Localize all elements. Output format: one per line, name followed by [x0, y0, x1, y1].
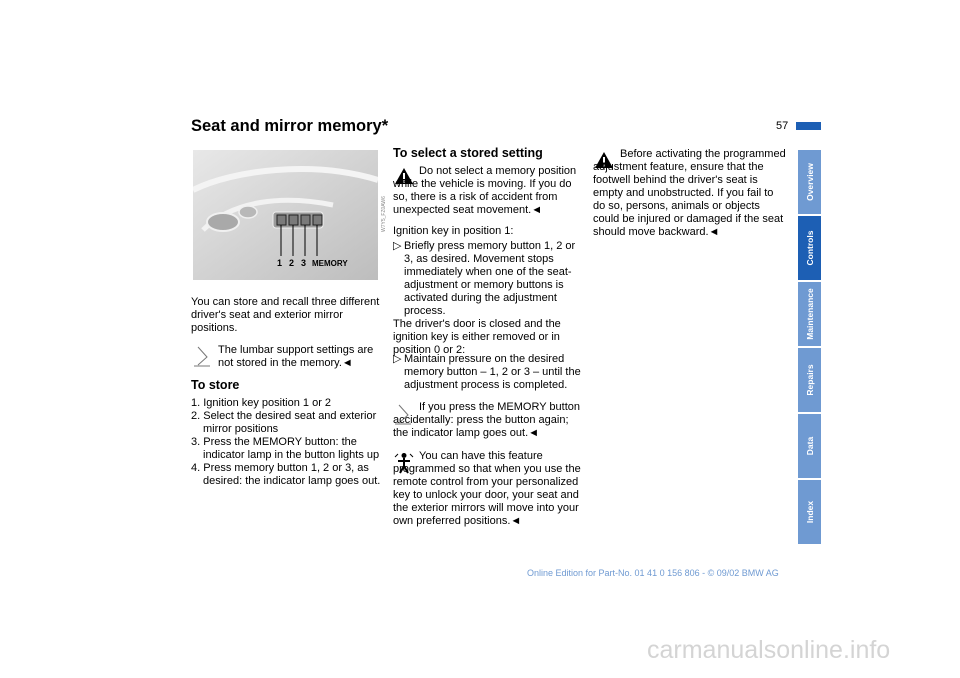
footer-edition: Online Edition for Part-No. 01 41 0 156 806 - © 09/02 BMW AG	[527, 568, 779, 578]
moving-warning: Do not select a memory position while the vehicle is moving. If you do so, there is a risk of accident from unexpected seat movement.◄	[393, 165, 577, 216]
heading-select-setting: To select a stored setting	[393, 146, 543, 160]
select-step-hold: Maintain pressure on the desired memory button – 1, 2 or 3 – until the adjustment process is completed.	[404, 353, 581, 391]
tab-controls[interactable]: Controls	[798, 216, 821, 280]
tab-maintenance[interactable]: Maintenance	[798, 282, 821, 346]
seat-memory-figure	[193, 150, 378, 280]
store-step-4: 4. Press memory button 1, 2 or 3, as desired: the indicator lamp goes out.	[191, 462, 381, 487]
intro-text: You can store and recall three different driver's seat and exterior mirror positions.	[191, 296, 380, 334]
figure-label-1: 1	[277, 258, 283, 268]
page-number: 57	[776, 120, 789, 132]
select-step-brief: Briefly press memory button 1, 2 or 3, as desired. Movement stops immediately when one of the seat-adjustment or memory buttons is activated during the adjustment process.	[404, 240, 576, 317]
figure-label-2: 2	[289, 258, 295, 268]
lumbar-note: The lumbar support settings are not stored in the memory.◄	[218, 344, 374, 369]
tab-overview[interactable]: Overview	[798, 150, 821, 214]
page-title: Seat and mirror memory*	[191, 117, 389, 135]
store-step-2: 2. Select the desired seat and exterior mirror positions	[191, 410, 377, 435]
door-text: The driver's door is closed and the ignition key is either removed or in position 0 or 2:	[393, 318, 561, 356]
figure-code: W7Y5_FZ0AW6	[381, 196, 387, 232]
note-arrow-icon	[193, 345, 211, 367]
figure-label-memory: MEMORY	[312, 259, 348, 268]
memory-button-note: If you press the MEMORY button accidentally: press the button again; the indicator lamp goes out.◄	[393, 401, 581, 439]
store-step-1: 1. Ignition key position 1 or 2	[191, 397, 332, 409]
heading-to-store: To store	[191, 378, 240, 392]
ignition-text: Ignition key in position 1:	[393, 225, 514, 237]
tab-index[interactable]: Index	[798, 480, 821, 544]
tab-data[interactable]: Data	[798, 414, 821, 478]
personal-key-tip: You can have this feature programmed so that when you use the remote control from your personalized key to unlock your door, your seat and the exterior mirrors will move into your own preferred positions.◄	[393, 450, 581, 527]
bullet-arrow-2: ▷	[393, 353, 402, 365]
tab-repairs[interactable]: Repairs	[798, 348, 821, 412]
footwell-warning: Before activating the programmed adjustment feature, ensure that the footwell behind the driver's seat is empty and unobstructed. If you fail to do so, persons, animals or objects could be injured or damaged if the seat should move backward.◄	[593, 148, 786, 238]
figure-label-3: 3	[301, 258, 307, 268]
watermark: carmanualsonline.info	[647, 636, 891, 664]
door-panel-illustration	[193, 150, 378, 280]
page-marker	[796, 122, 821, 130]
store-step-3: 3. Press the MEMORY button: the indicator lamp in the button lights up	[191, 436, 380, 461]
bullet-arrow-1: ▷	[393, 240, 402, 252]
